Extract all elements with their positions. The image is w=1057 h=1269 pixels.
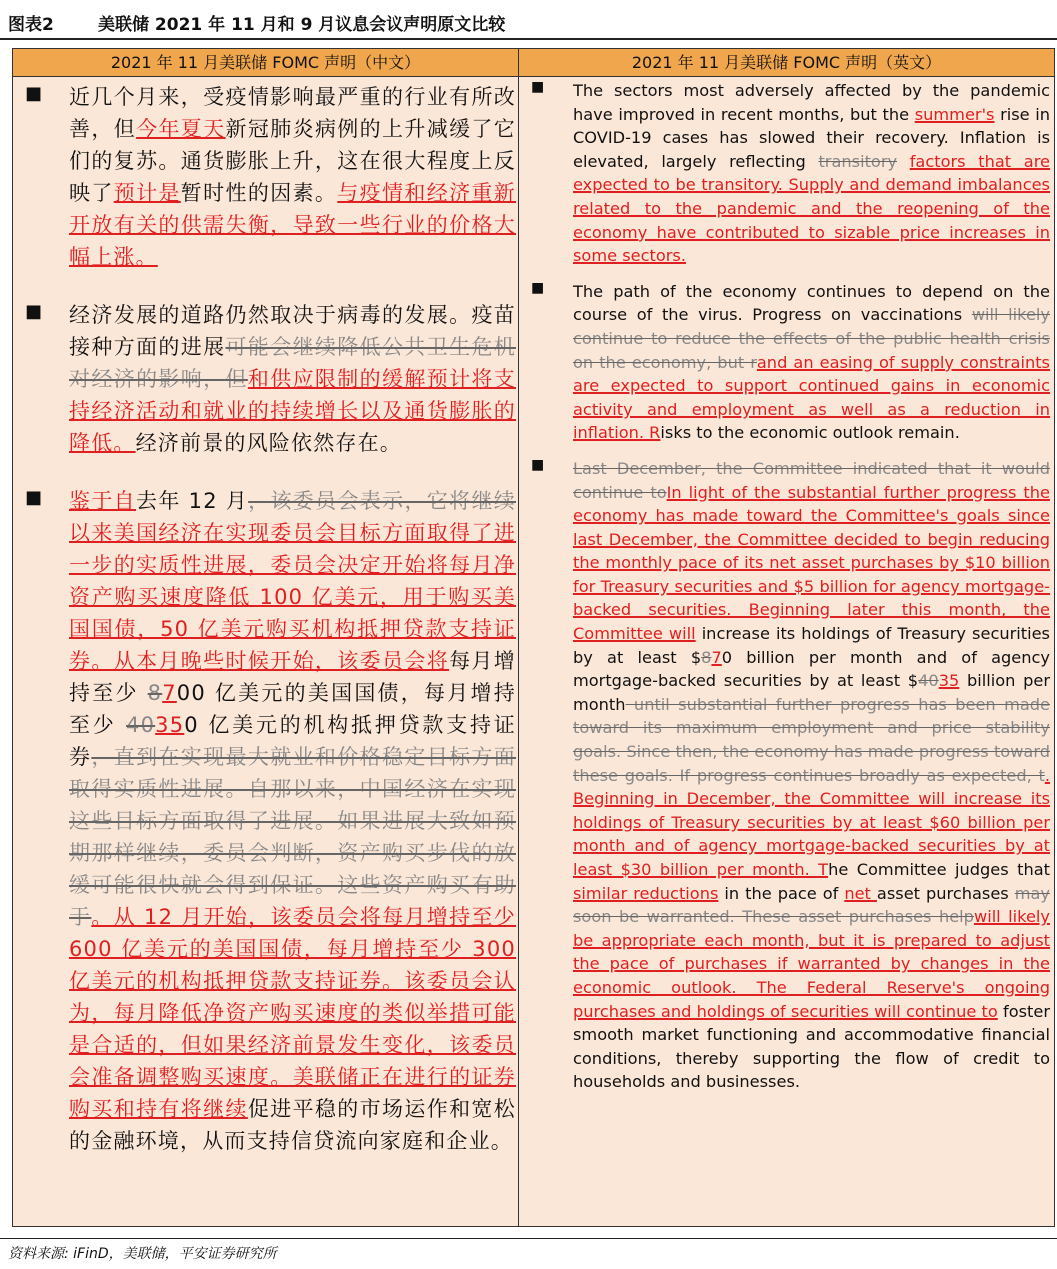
text-run <box>897 152 910 171</box>
text-run: increase its holdings of Treasury securities by at least $ <box>573 624 1050 667</box>
inserted-text: 与疫情和经济重新开放有关的供需失衡，导致一些行业的价格大幅上涨。 <box>69 181 516 269</box>
deleted-text: Last December, the Committee indicated that it would continue to <box>573 458 1050 502</box>
en-paragraph-1 <box>519 79 1054 268</box>
inserted-text: 35 <box>938 671 960 691</box>
inserted-text: 。从 12 月开始，该委员会将每月增持至少 600 亿美元的美国国债，每月增持至少 300 亿美元的机构抵押贷款支持证券。该委员会认为，每月降低净资产购买速度的类似举措可能是合适的，但如果经济前景发生变化，该委员会准备调整购买速度。美联储正在进行的证券购买和持有将继续 <box>69 905 516 1121</box>
deleted-text: ，直到在实现最大就业和价格稳定目标方面取得实质性进展。自那以来，中国经济在实现这些目标方面取得了进展。如果进展大致如预期那样继续，委员会判断，资产购买步伐的放缓可能很快就会得到保证。这些资产购买有助于 <box>69 745 516 929</box>
inserted-text: will likely be appropriate each month, but it is prepared to adjust the pace of purchases if warranted by changes in the economic outlook. The Federal Reserve's ongoing purchases and holdings of securities will continue to <box>573 907 1050 1021</box>
inserted-text: . Beginning in December, the Committee will increase its holdings of Treasury securities by at least $60 billion per month and of agency mortgage-backed securities by at least $30 billion per month. T <box>573 765 1050 879</box>
inserted-text: similar reductions <box>573 883 719 903</box>
figure-title: 美联储 2021 年 11 月和 9 月议息会议声明原文比较 <box>98 15 506 35</box>
figure-label: 图表2 <box>8 15 54 35</box>
bullet-marker: ■ <box>531 456 545 473</box>
inserted-text: 7 <box>711 647 722 667</box>
text-run: 近几个月来，受疫情影响最严重的行业有所改善，但 <box>69 85 516 141</box>
comparison-table <box>12 48 1055 1227</box>
inserted-text: and an easing of supply constraints are expected to support continued gains in economic activity and employment as well as a reduction in inflation. R <box>573 352 1050 443</box>
text-run: isks to the economic outlook remain. <box>660 423 960 443</box>
text-run: asset purchases <box>876 883 1015 903</box>
inserted-text: factors that are expected to be transitory. Supply and demand imbalances related to the pandemic and the reopening of the economy have contributed to sizable price increases in some sectors. <box>573 151 1050 266</box>
deleted-text: 可能会继续降低公共卫生危机对经济的影响，但 <box>69 335 516 391</box>
zh-text-2 <box>69 299 516 459</box>
inserted-text: 35 <box>155 713 185 737</box>
text-run: 00 亿美元的美国国债，每月增持至少 <box>69 681 516 737</box>
en-text-3 <box>573 457 1050 1094</box>
text-run: in the pace of <box>718 883 845 903</box>
inserted-text: net <box>844 883 877 903</box>
text-run: 每月增持至少 <box>69 649 516 705</box>
text-run: 去年 12 月 <box>136 489 249 513</box>
header-chinese: 2021 年 11 月美联储 FOMC 声明（中文） <box>13 49 519 77</box>
deleted-text: may soon be warranted. These asset purchases help <box>573 883 1050 927</box>
text-run: 0 亿美元的机构抵押贷款支持证券 <box>69 713 516 769</box>
deleted-text: transitory <box>818 151 898 171</box>
zh-paragraph-1 <box>13 81 518 273</box>
deleted-text: until substantial further progress has been made toward its maximum employment and price stability goals. Since then, the economy has made progress toward these goals. If progress continues broadly as expected, t <box>573 694 1050 785</box>
inserted-text: 预计是 <box>113 181 181 205</box>
deleted-text: will likely continue to reduce the effects of the public health crisis on the economy, but r <box>573 305 1050 372</box>
bullet-marker: ■ <box>531 279 545 296</box>
zh-paragraph-2 <box>13 299 518 459</box>
en-text-2 <box>573 280 1050 445</box>
text-run: billion per month <box>573 671 1051 714</box>
english-column <box>519 77 1054 1094</box>
deleted-text: 8 <box>147 681 163 705</box>
inserted-text: 以来美国经济在实现委员会目标方面取得了进一步的实质性进展，委员会决定开始将每月净资产购买速度降低 100 亿美元，用于购买美国国债，50 亿美元购买机构抵押贷款支持证券。从本月晚些时候开始，该委员会将 <box>69 521 516 673</box>
en-paragraph-3 <box>519 457 1054 1094</box>
text-run: 经济发展的道路仍然取决于病毒的发展。疫苗接种方面的进展 <box>69 303 516 359</box>
text-run: The sectors most adversely affected by the pandemic have improved in recent months, but the <box>573 81 1050 124</box>
inserted-text: summer's <box>914 104 995 124</box>
deleted-text: 40 <box>918 671 939 691</box>
chinese-column <box>13 77 518 1157</box>
bullet-marker: ■ <box>531 79 545 95</box>
bullet-marker: ■ <box>25 301 43 322</box>
header-english: 2021 年 11 月美联储 FOMC 声明（英文） <box>519 49 1054 77</box>
inserted-text: 今年夏天 <box>136 117 226 141</box>
inserted-text: 7 <box>162 681 177 705</box>
inserted-text: 和供应限制的缓解预计将支持经济活动和就业的持续增长以及通货膨胀的降低。 <box>69 367 516 455</box>
en-text-1 <box>573 79 1050 268</box>
text-run: he Committee judges that <box>828 860 1050 879</box>
bullet-marker: ■ <box>25 83 43 104</box>
zh-paragraph-3 <box>13 485 518 1157</box>
bullet-marker: ■ <box>25 487 43 508</box>
deleted-text: ，该委员会表示，它将继续 <box>248 489 516 513</box>
text-run: rise in COVID-19 cases has slowed their recovery. Inflation is elevated, largely reflecting <box>573 104 1051 171</box>
text-run: 经济前景的风险依然存在。 <box>135 431 403 455</box>
inserted-text: 鉴于自 <box>69 489 136 513</box>
zh-text-3 <box>69 485 516 1157</box>
deleted-text: 8 <box>701 647 712 667</box>
text-run: 促进平稳的市场运作和宽松的金融环境，从而支持信贷流向家庭和企业。 <box>69 1097 516 1153</box>
text-run: The path of the economy continues to depend on the course of the virus. Progress on vaccinations <box>573 281 1050 325</box>
zh-text-1 <box>69 81 516 273</box>
text-run: 暂时性的因素。 <box>180 181 338 205</box>
text-run: foster smooth market functioning and accommodative financial conditions, thereby supporting the flow of credit to households and businesses. <box>573 1001 1050 1092</box>
source-note: 资料来源: iFinD，美联储，平安证券研究所 <box>0 1238 1057 1263</box>
figure-title-bar <box>0 0 1057 40</box>
text-run: 新冠肺炎病例的上升减缓了它们的复苏。通货膨胀上升，这在很大程度上反映了 <box>69 117 516 205</box>
text-run: 0 billion per month and of agency mortgage-backed securities by at least $ <box>573 647 1050 691</box>
inserted-text: In light of the substantial further progress the economy has made toward the Committee's goals since last December, the Committee decided to begin reducing the monthly pace of its net asset purchases by $10 billion for Treasury securities and $5 billion for agency mortgage-backed securities. Beginning later this month, the Committee will <box>573 482 1050 644</box>
en-paragraph-2 <box>519 280 1054 445</box>
deleted-text: 40 <box>126 713 156 737</box>
